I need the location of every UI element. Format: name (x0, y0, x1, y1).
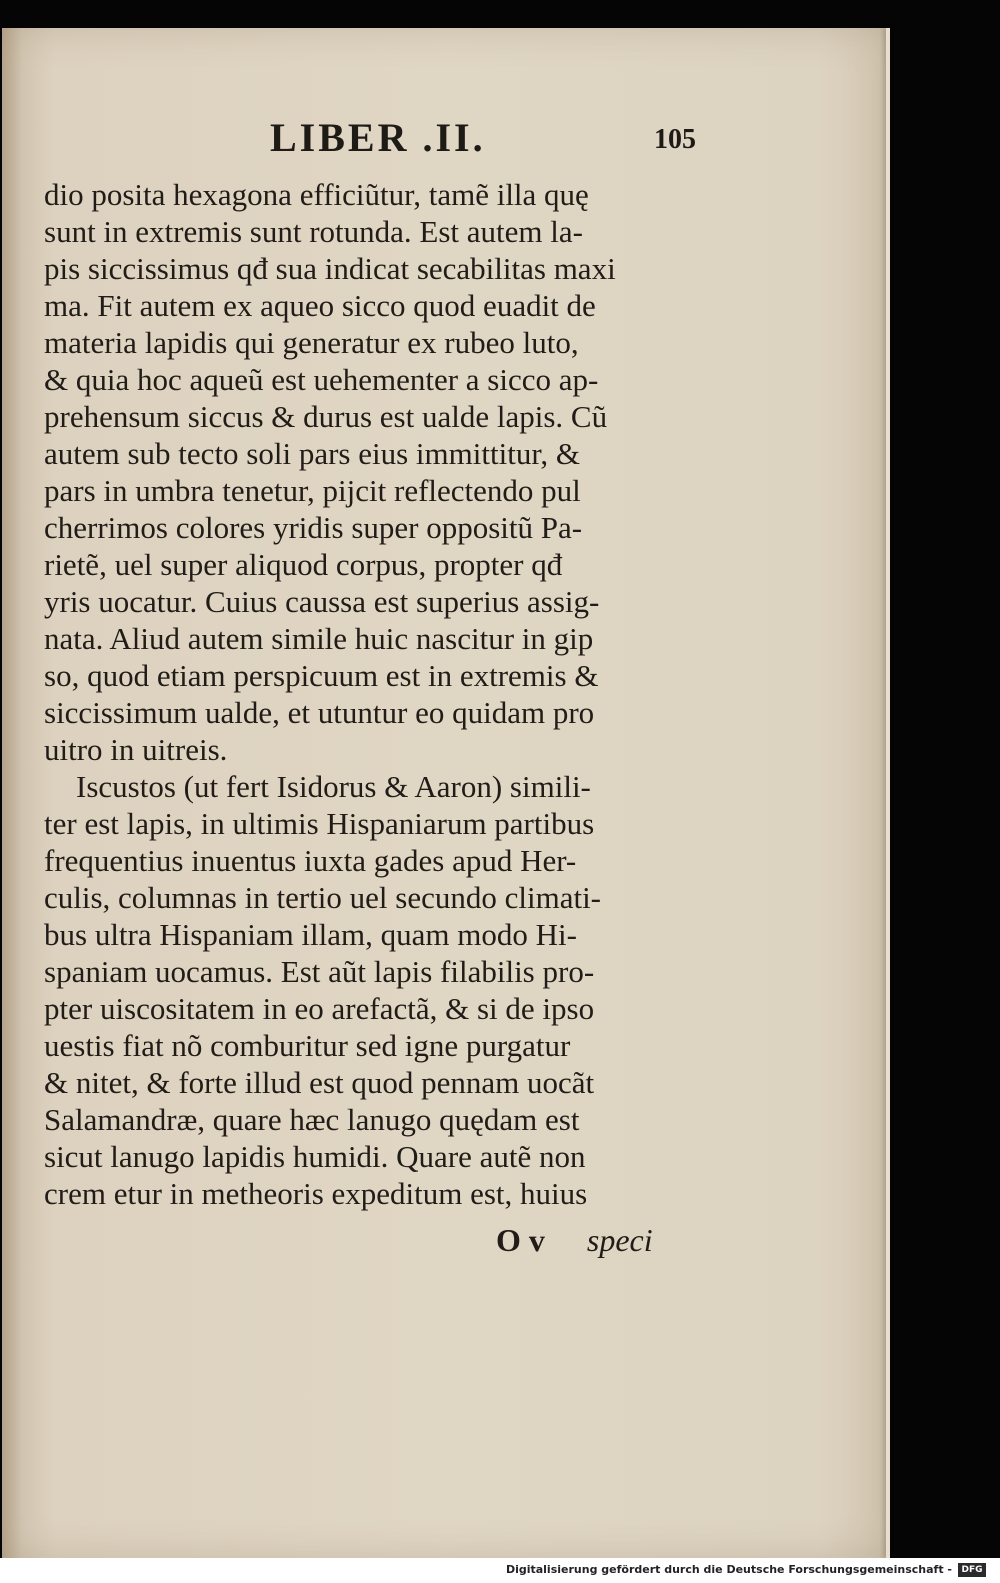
text-line: dio posita hexagona efficiũtur, tamẽ illa quę (44, 177, 589, 212)
text-line: & quia hoc aqueũ est uehementer a sicco ap- (44, 362, 599, 397)
text-line: bus ultra Hispaniam illam, quam modo Hi- (44, 917, 577, 952)
text-line: ma. Fit autem ex aqueo sicco quod euadit de (44, 288, 596, 323)
page-edge (886, 28, 890, 1558)
catchword: speci (586, 1222, 653, 1258)
text-line: crem etur in metheoris expeditum est, huius (44, 1176, 588, 1211)
text-line: rietẽ, uel super aliquod corpus, propter qđ (44, 547, 563, 582)
text-line: materia lapidis qui generatur ex rubeo luto, (44, 325, 579, 360)
text-line: spaniam uocamus. Est aũt lapis filabilis pro- (44, 954, 595, 989)
text-line: culis, columnas in tertio uel secundo climati- (44, 880, 602, 915)
text-line: frequentius inuentus iuxta gades apud Her- (44, 843, 577, 878)
dfg-logo: DFG (958, 1563, 986, 1577)
text-line: yris uocatur. Cuius caussa est superius assig- (44, 584, 600, 619)
page-gutter-shadow (2, 28, 22, 1558)
text-line: sicut lanugo lapidis humidi. Quare autẽ non (44, 1139, 586, 1174)
text-line: uitro in uitreis. (44, 732, 228, 767)
text-line: Salamandræ, quare hæc lanugo quędam est (44, 1102, 580, 1137)
text-line: uestis fiat nõ comburitur sed igne purgatur (44, 1028, 571, 1063)
catchwords (496, 1222, 653, 1259)
text-line: cherrimos colores yridis super oppositũ Pa- (44, 510, 583, 545)
text-line: ter est lapis, in ultimis Hispaniarum partibus (44, 806, 595, 841)
text-line: & nitet, & forte illud est quod pennam uocãt (44, 1065, 595, 1100)
text-line: pter uiscositatem in eo arefactã, & si de ipso (44, 991, 595, 1026)
text-line: pis siccissimus qđ sua indicat secabilitas maxi (44, 251, 616, 286)
footer-bar (0, 1558, 1000, 1583)
text-line: autem sub tecto soli pars eius immittitur, & (44, 436, 581, 471)
page-number: 105 (654, 124, 696, 155)
text-line: prehensum siccus & durus est ualde lapis. Cũ (44, 399, 608, 434)
running-head: LIBER .II. (270, 115, 486, 160)
signature-mark: O v (496, 1222, 545, 1258)
paragraph-start-line: Iscustos (ut fert Isidorus & Aaron) simili- (76, 769, 591, 804)
text-line: pars in umbra tenetur, pijcit reflectendo pul (44, 473, 581, 508)
body-text (44, 176, 704, 1212)
text-line: so, quod etiam perspicuum est in extremis & (44, 658, 599, 693)
funding-credit: Digitalisierung gefördert durch die Deutsche Forschungsgemeinschaft - (505, 1563, 952, 1576)
text-line: siccissimum ualde, et utuntur eo quidam pro (44, 695, 595, 730)
text-line: nata. Aliud autem simile huic nascitur in gip (44, 621, 594, 656)
text-line: sunt in extremis sunt rotunda. Est autem la- (44, 214, 583, 249)
